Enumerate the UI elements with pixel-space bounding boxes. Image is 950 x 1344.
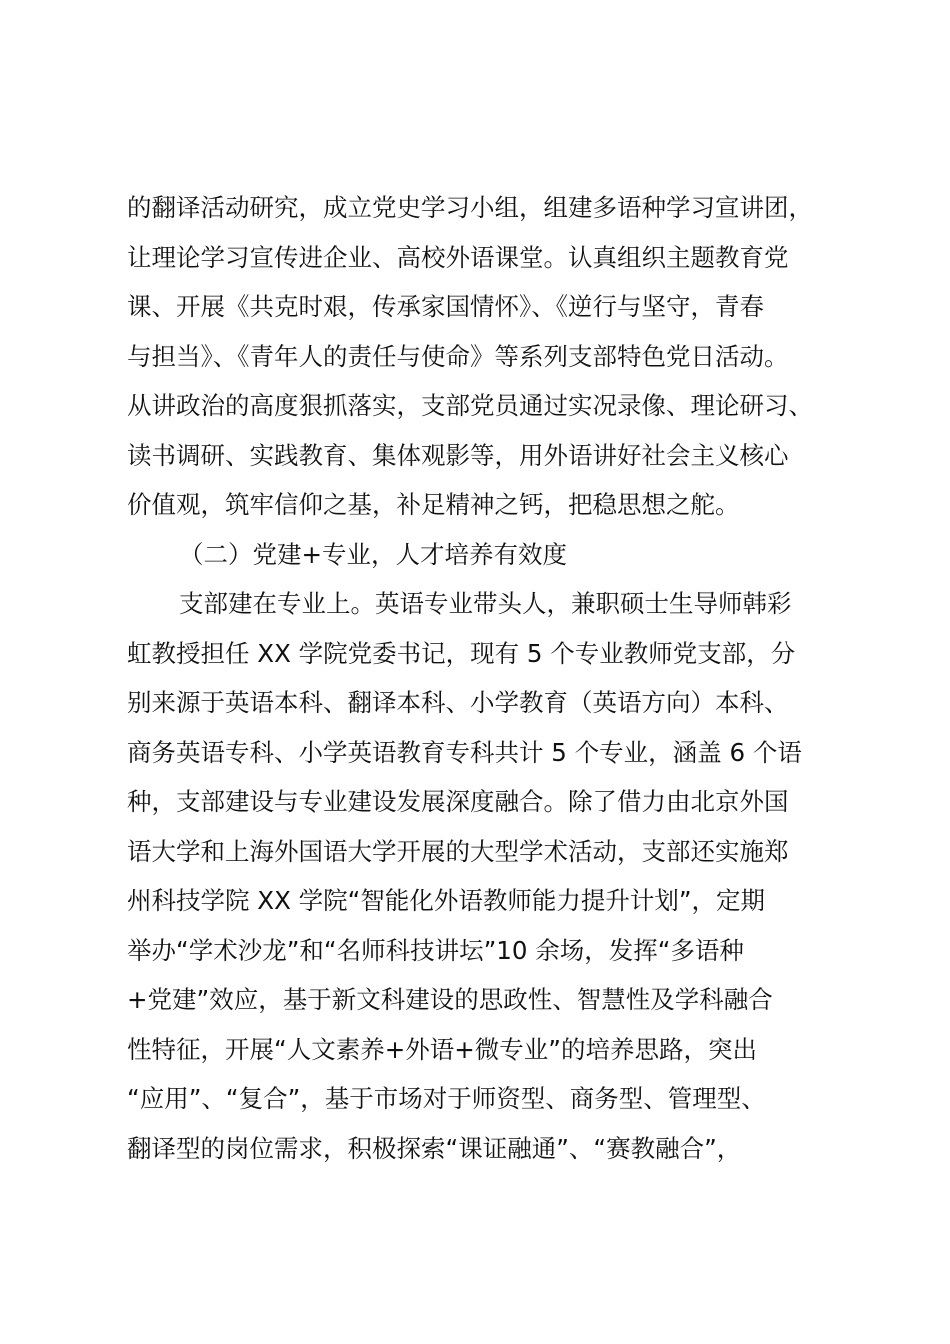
text-line: 州科技学院 XX 学院“智能化外语教师能力提升计划”，定期	[127, 886, 766, 915]
body-text	[127, 183, 847, 1173]
text-line: +党建”效应，基于新文科建设的思政性、智慧性及学科融合	[127, 985, 773, 1014]
text-line: 让理论学习宣传进企业、高校外语课堂。认真组织主题教育党	[127, 242, 789, 272]
text-line: 读书调研、实践教育、集体观影等，用外语讲好社会主义核心	[127, 440, 789, 470]
text-line: 与担当》、《青年人的责任与使命》等系列支部特色党日活动。	[127, 341, 789, 371]
text-line: “应用”、“复合”，基于市场对于师资型、商务型、管理型、	[127, 1084, 766, 1113]
text-line: 种，支部建设与专业建设发展深度融合。除了借力由北京外国	[127, 787, 789, 816]
text-line: 翻译型的岗位需求，积极探索“课证融通”、“赛教融合”，	[127, 1133, 742, 1163]
text-line: 商务英语专科、小学英语教育专科共计 5 个专业，涵盖 6 个语	[127, 737, 802, 767]
text-line: 虹教授担任 XX 学院党委书记，现有 5 个专业教师党支部，分	[127, 638, 796, 668]
text-line: 从讲政治的高度狠抓落实，支部党员通过实况录像、理论研习、	[127, 391, 813, 420]
text-line: 价值观，筑牢信仰之基，补足精神之钙，把稳思想之舵。	[127, 490, 740, 519]
text-line: 的翻译活动研究，成立党史学习小组，组建多语种学习宣讲团，	[127, 193, 813, 222]
paragraph-first-line: 支部建在专业上。英语专业带头人，兼职硕士生导师韩彩	[179, 589, 792, 618]
text-line: 性特征，开展“人文素养+外语+微专业”的培养思路，突出	[127, 1034, 757, 1064]
text-line: 举办“学术沙龙”和“名师科技讲坛”10 余场，发挥“多语种	[127, 935, 744, 965]
text-line: 别来源于英语本科、翻译本科、小学教育（英语方向）本科、	[127, 688, 789, 717]
section-heading: （二）党建+专业，人才培养有效度	[179, 539, 568, 569]
text-line: 课、开展《共克时艰，传承家国情怀》、《逆行与坚守，青春	[127, 292, 764, 321]
text-line: 语大学和上海外国语大学开展的大型学术活动，支部还实施郑	[127, 836, 789, 866]
